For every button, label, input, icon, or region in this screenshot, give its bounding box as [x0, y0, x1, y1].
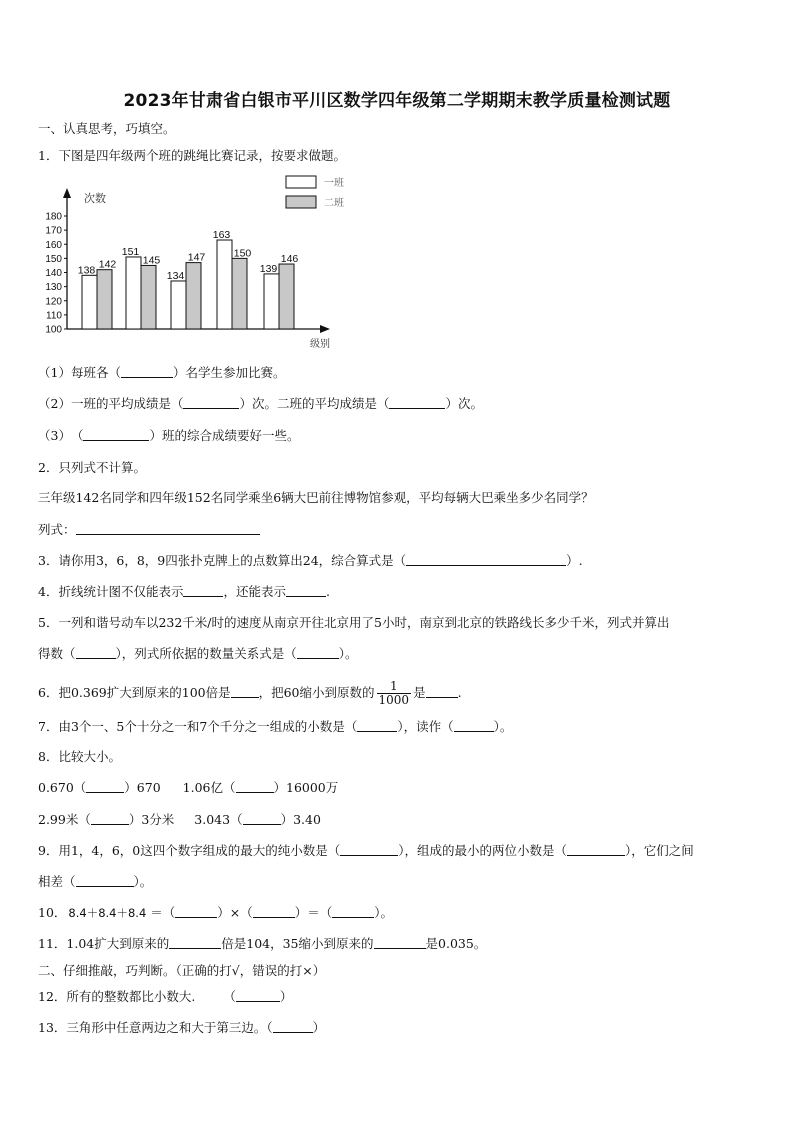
q12-blank[interactable] — [236, 989, 280, 1002]
q6-blank-1[interactable] — [231, 685, 259, 698]
bar-label-class-1: 151 — [121, 245, 140, 258]
q1-2-blank-1[interactable] — [183, 396, 239, 409]
q8-r1-d: ）16000万 — [273, 780, 339, 795]
q10-part-c: ）×（ — [217, 905, 253, 920]
q4-blank-1[interactable] — [183, 584, 223, 597]
x-axis-label: 级别 — [310, 339, 330, 350]
q3-blank[interactable] — [406, 553, 566, 566]
q6-part-b: ，把60缩小到原数的 — [258, 685, 375, 700]
q8-r2-blank-1[interactable] — [91, 812, 129, 825]
question-11 — [38, 936, 486, 952]
q9-blank-2[interactable] — [567, 843, 625, 856]
question-12 — [38, 989, 292, 1005]
q5-part-b: ），列式所依据的数量关系式是（ — [115, 646, 297, 661]
question-13 — [38, 1020, 325, 1036]
section-1-heading: 一、认真思考，巧填空。 — [38, 121, 176, 136]
q2-blank[interactable] — [76, 522, 260, 535]
question-7 — [38, 719, 512, 735]
q1-3-part-a: （3） （ — [38, 428, 84, 443]
y-tick-label: 180 — [45, 211, 62, 223]
q8-r1-blank-1[interactable] — [86, 780, 124, 793]
q10-part-e: ）。 — [374, 905, 394, 920]
y-axis-label: 次数 — [84, 193, 106, 205]
q6-part-d: . — [457, 685, 462, 700]
q11-part-c: 是0.035。 — [425, 936, 487, 951]
bar-class-1 — [264, 274, 279, 329]
question-2-body: 三年级142名同学和四年级152名同学乘坐6辆大巴前往博物馆参观，平均每辆大巴乘坐多少名同学？ — [38, 490, 594, 505]
q12-close: ） — [279, 989, 293, 1004]
q4-part-b: ，还能表示 — [223, 584, 286, 599]
q11-part-a: 11．1.04扩大到原来的 — [38, 936, 170, 951]
q3-part-b: ）. — [566, 553, 583, 568]
q10-blank-1[interactable] — [175, 905, 217, 918]
question-2: 2．只列式不计算。 — [38, 460, 146, 475]
q8-r2-blank-2[interactable] — [243, 812, 281, 825]
q9-part-d: 相差（ — [38, 874, 76, 889]
bar-class-2 — [232, 258, 247, 329]
question-9-line-1 — [38, 843, 694, 859]
q12-text: 12．所有的整数都比小数大. — [38, 989, 196, 1004]
q8-r1-blank-2[interactable] — [236, 780, 274, 793]
y-tick-label: 100 — [45, 324, 62, 336]
y-tick-label: 130 — [45, 282, 62, 294]
fraction-numerator: 1 — [377, 680, 412, 694]
bar-class-1 — [126, 257, 141, 329]
question-9-line-2 — [38, 874, 152, 890]
q1-2-blank-2[interactable] — [389, 396, 445, 409]
x-axis-arrow — [320, 325, 330, 333]
q6-blank-2[interactable] — [426, 685, 458, 698]
bar-label-class-2: 145 — [142, 254, 161, 267]
q9-blank-1[interactable] — [340, 843, 398, 856]
y-tick-label: 120 — [45, 296, 62, 308]
q1-2-part-b: ）次。二班的平均成绩是（ — [239, 396, 390, 411]
question-8-row-2 — [38, 812, 321, 828]
q3-part-a: 3．请你用3，6，8，9四张扑克牌上的点数算出24，综合算式是（ — [38, 553, 407, 568]
bar-label-class-2: 142 — [98, 258, 117, 271]
question-10 — [38, 905, 393, 921]
q1-3-part-b: ）班的综合成绩要好一些。 — [149, 428, 300, 443]
bar-class-1 — [82, 275, 97, 329]
bar-class-2 — [279, 264, 294, 329]
q11-part-b: 倍是104，35缩小到原来的 — [221, 936, 374, 951]
bar-class-1 — [171, 281, 186, 329]
bar-label-class-2: 150 — [233, 247, 252, 260]
q4-part-c: . — [325, 584, 330, 599]
q4-blank-2[interactable] — [286, 584, 326, 597]
question-5-line-2 — [38, 646, 358, 662]
question-4 — [38, 584, 330, 600]
question-8-row-1 — [38, 780, 338, 796]
q10-expression: 8.4＋8.4＋8.4 — [68, 906, 147, 920]
legend-label: 二班 — [324, 198, 344, 209]
fraction-1-1000 — [377, 680, 412, 707]
q2-label: 列式： — [38, 522, 76, 537]
q10-number: 10． — [38, 905, 67, 920]
q8-r1-a: 0.670（ — [38, 780, 87, 795]
q8-r2-d: ）3.40 — [280, 812, 321, 827]
q5-blank-1[interactable] — [76, 646, 116, 659]
question-3 — [38, 553, 583, 569]
question-6 — [38, 680, 462, 707]
q13-close: ） — [312, 1020, 326, 1035]
page-title: 2023年甘肃省白银市平川区数学四年级第二学期期末教学质量检测试题 — [123, 91, 671, 111]
y-tick-label: 160 — [45, 239, 62, 251]
y-tick-label: 150 — [45, 253, 62, 265]
q1-1-blank[interactable] — [121, 365, 173, 378]
bar-label-class-1: 139 — [259, 262, 278, 275]
y-tick-label: 110 — [46, 310, 62, 322]
q1-2-part-c: ）次。 — [445, 396, 483, 411]
y-tick-label: 170 — [45, 225, 62, 237]
q13-blank[interactable] — [273, 1020, 313, 1033]
q7-part-c: ）。 — [493, 719, 513, 734]
legend-swatch — [286, 176, 316, 188]
q7-part-a: 7．由3个一、5个十分之一和7个千分之一组成的小数是（ — [38, 719, 358, 734]
q5-part-c: ）。 — [338, 646, 358, 661]
q8-r1-c: 1.06亿（ — [182, 780, 236, 795]
fraction-denominator: 1000 — [378, 693, 410, 707]
q7-blank-1[interactable] — [357, 719, 397, 732]
bar-class-2 — [141, 265, 156, 329]
question-2-answer — [38, 522, 260, 538]
q1-1-suffix: ）名学生参加比赛。 — [172, 365, 286, 380]
q7-blank-2[interactable] — [454, 719, 494, 732]
legend-label: 一班 — [324, 178, 344, 189]
q1-1-prefix: （1）每班各（ — [38, 365, 121, 380]
q7-part-b: ），读作（ — [397, 719, 454, 734]
bar-class-2 — [97, 270, 112, 329]
bar-label-class-1: 134 — [166, 269, 185, 282]
q8-r2-b: ）3分米 — [128, 812, 175, 827]
q9-part-e: ）。 — [133, 874, 153, 889]
section-2-heading: 二、仔细推敲，巧判断。（正确的打√，错误的打×） — [38, 963, 326, 978]
question-1-1 — [38, 365, 285, 381]
q1-2-part-a: （2）一班的平均成绩是（ — [38, 396, 184, 411]
q6-part-a: 6．把0.369扩大到原来的100倍是 — [38, 685, 231, 700]
legend-swatch — [286, 196, 316, 208]
y-axis-arrow — [63, 188, 71, 198]
question-1-2 — [38, 396, 483, 412]
bar-label-class-1: 138 — [77, 264, 96, 277]
question-1: 1．下图是四年级两个班的跳绳比赛记录，按要求做题。 — [38, 148, 346, 163]
q10-part-b: ＝（ — [150, 905, 176, 920]
q5-part-a: 得数（ — [38, 646, 76, 661]
question-1-3 — [38, 428, 299, 444]
bar-chart — [36, 170, 356, 352]
y-tick-label: 140 — [45, 268, 62, 279]
q8-r2-a: 2.99米（ — [38, 812, 91, 827]
q9-part-c: ），它们之间 — [625, 843, 694, 858]
q10-blank-3[interactable] — [332, 905, 374, 918]
q13-text: 13．三角形中任意两边之和大于第三边。（ — [38, 1020, 273, 1035]
q9-blank-3[interactable] — [76, 874, 134, 887]
q9-part-b: ），组成的最小的两位小数是（ — [398, 843, 568, 858]
bar-class-1 — [217, 240, 232, 329]
q6-part-c: 是 — [413, 685, 426, 700]
q1-3-blank[interactable] — [83, 428, 149, 441]
q12-open: （ — [223, 989, 236, 1004]
q11-blank-1[interactable] — [169, 936, 221, 949]
q10-part-d: ）＝（ — [294, 905, 333, 920]
question-5-line-1: 5．一列和谐号动车以232千米/时的速度从南京开往北京用了5小时，南京到北京的铁路线长多少千米，列式并算出 — [38, 615, 670, 630]
bar-label-class-2: 146 — [280, 253, 299, 266]
q5-blank-2[interactable] — [297, 646, 339, 659]
bar-label-class-2: 147 — [187, 251, 206, 264]
q10-blank-2[interactable] — [253, 905, 295, 918]
bar-class-2 — [186, 263, 201, 329]
question-8: 8．比较大小。 — [38, 749, 121, 764]
q8-r1-b: ）670 — [124, 780, 161, 795]
q11-blank-2[interactable] — [374, 936, 426, 949]
bar-label-class-1: 163 — [212, 229, 231, 242]
q9-part-a: 9．用1，4，6，0这四个数字组成的最大的纯小数是（ — [38, 843, 341, 858]
q8-r2-c: 3.043（ — [194, 812, 243, 827]
q4-part-a: 4．折线统计图不仅能表示 — [38, 584, 184, 599]
